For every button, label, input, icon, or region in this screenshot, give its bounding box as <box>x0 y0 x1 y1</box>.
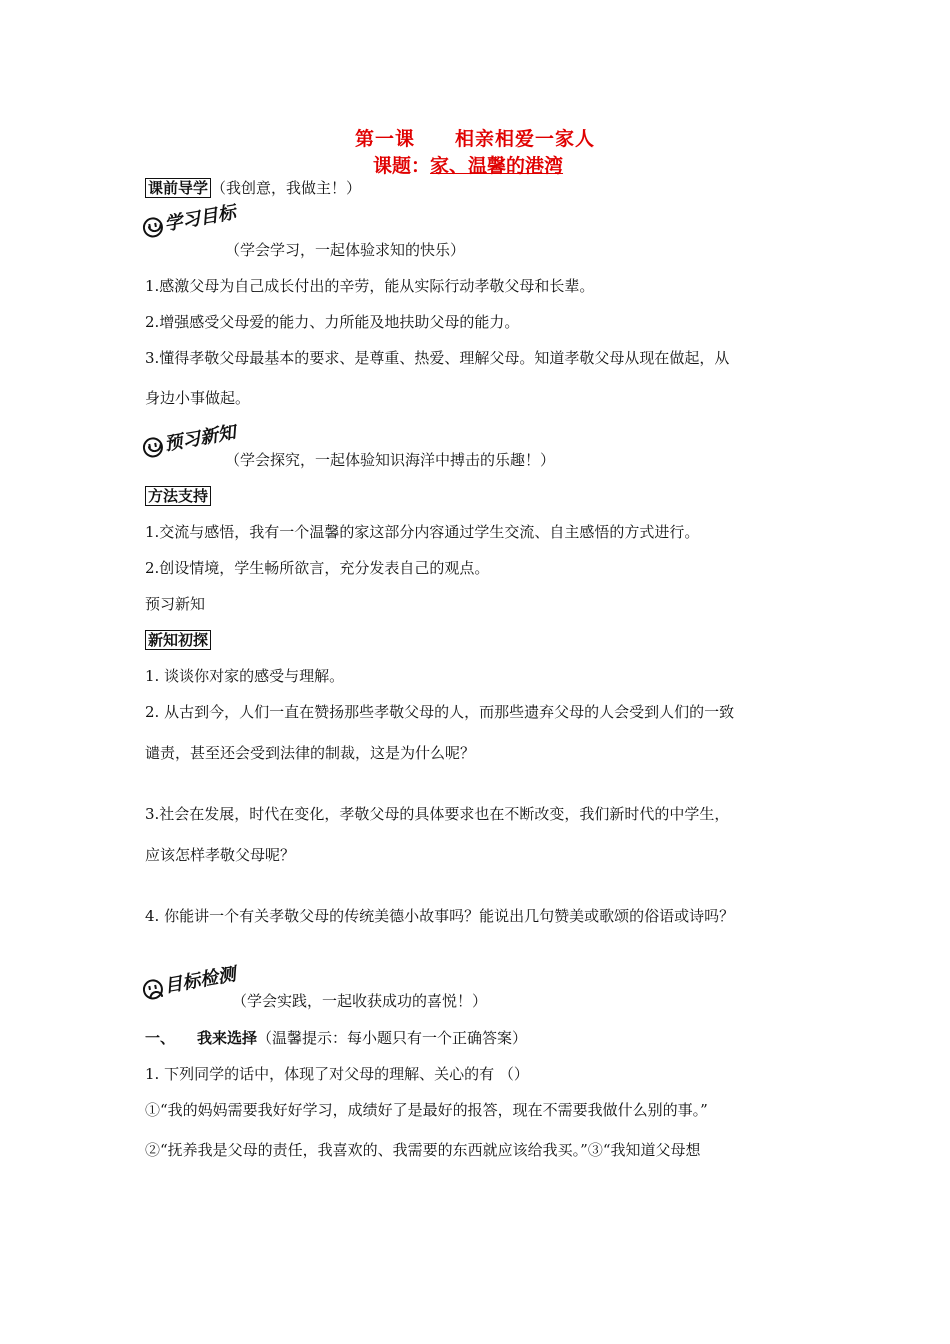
part-title: 我来选择 <box>197 1029 258 1047</box>
topic-title <box>373 151 563 178</box>
method-item: 1.交流与感悟，我有一个温馨的家这部分内容通过学生交流、自主感悟的方式进行。 <box>145 523 700 541</box>
question-item: 2. 从古到今，人们一直在赞扬那些孝敬父母的人，而那些遗弃父母的人会受到人们的一致 <box>145 703 735 721</box>
test-heading <box>140 960 237 1002</box>
preview-heading <box>140 418 237 460</box>
option-1: ①“我的妈妈需要我好好学习，成绩好了是最好的报答，现在不需要我做什么别的事。” <box>145 1101 708 1119</box>
explore-label: 新知初探 <box>145 630 211 650</box>
question-item: 3.社会在发展，时代在变化，孝敬父母的具体要求也在不断改变，我们新时代的中学生， <box>145 805 730 823</box>
method-item: 2.创设情境，学生畅所欲言，充分发表自己的观点。 <box>145 559 490 577</box>
goal-item: 1.感激父母为自己成长付出的辛劳，能从实际行动孝敬父母和长辈。 <box>145 277 595 295</box>
preview-plain-label: 预习新知 <box>145 595 206 613</box>
lesson-title <box>0 124 950 151</box>
lesson-name: 相亲相爱一家人 <box>455 128 596 150</box>
question-item: 谴责，甚至还会受到法律的制裁，这是为什么呢？ <box>145 744 476 762</box>
part-number: 一、 <box>145 1029 176 1047</box>
method-label-row <box>145 486 211 506</box>
option-2: ②“抚养我是父母的责任，我喜欢的、我需要的东西就应该给我买。”③“我知道父母想 <box>145 1141 701 1159</box>
explore-label-row <box>145 630 211 650</box>
preview-note: （学会探究，一起体验知识海洋中搏击的乐趣！） <box>225 451 556 469</box>
topic-label: 课题： <box>373 155 431 177</box>
smiley-face-icon <box>141 436 164 459</box>
test-label: 目标检测 <box>162 964 238 998</box>
method-label: 方法支持 <box>145 486 211 506</box>
preview-label: 预习新知 <box>162 422 238 456</box>
sad-face-icon <box>141 978 164 1001</box>
question-item: 1. 谈谈你对家的感受与理解。 <box>145 667 345 685</box>
goal-item: 身边小事做起。 <box>145 389 251 407</box>
pre-study-label: 课前导学 <box>145 178 211 198</box>
test-note: （学会实践，一起收获成功的喜悦！） <box>232 992 488 1010</box>
pre-study-row <box>145 178 361 198</box>
topic-name: 家、温馨的港湾 <box>430 155 564 177</box>
goal-item: 3.懂得孝敬父母最基本的要求、是尊重、热爱、理解父母。知道孝敬父母从现在做起，从 <box>145 349 730 367</box>
pre-study-note: （我创意，我做主！） <box>211 179 362 197</box>
lesson-number: 第一课 <box>354 128 415 150</box>
part-hint: （温馨提示：每小题只有一个正确答案） <box>257 1029 528 1047</box>
goals-note: （学会学习，一起体验求知的快乐） <box>225 241 466 259</box>
question-item: 4. 你能讲一个有关孝敬父母的传统美德小故事吗？能说出几句赞美或歌颂的俗语或诗吗？ <box>145 907 735 925</box>
goals-label: 学习目标 <box>162 202 238 236</box>
question-1: 1. 下列同学的话中，体现了对父母的理解、关心的有 （） <box>145 1065 529 1083</box>
part-heading <box>145 1028 527 1048</box>
smiley-face-icon <box>141 216 164 239</box>
question-item: 应该怎样孝敬父母呢？ <box>145 846 296 864</box>
goals-heading <box>140 198 237 240</box>
goal-item: 2.增强感受父母爱的能力、力所能及地扶助父母的能力。 <box>145 313 520 331</box>
